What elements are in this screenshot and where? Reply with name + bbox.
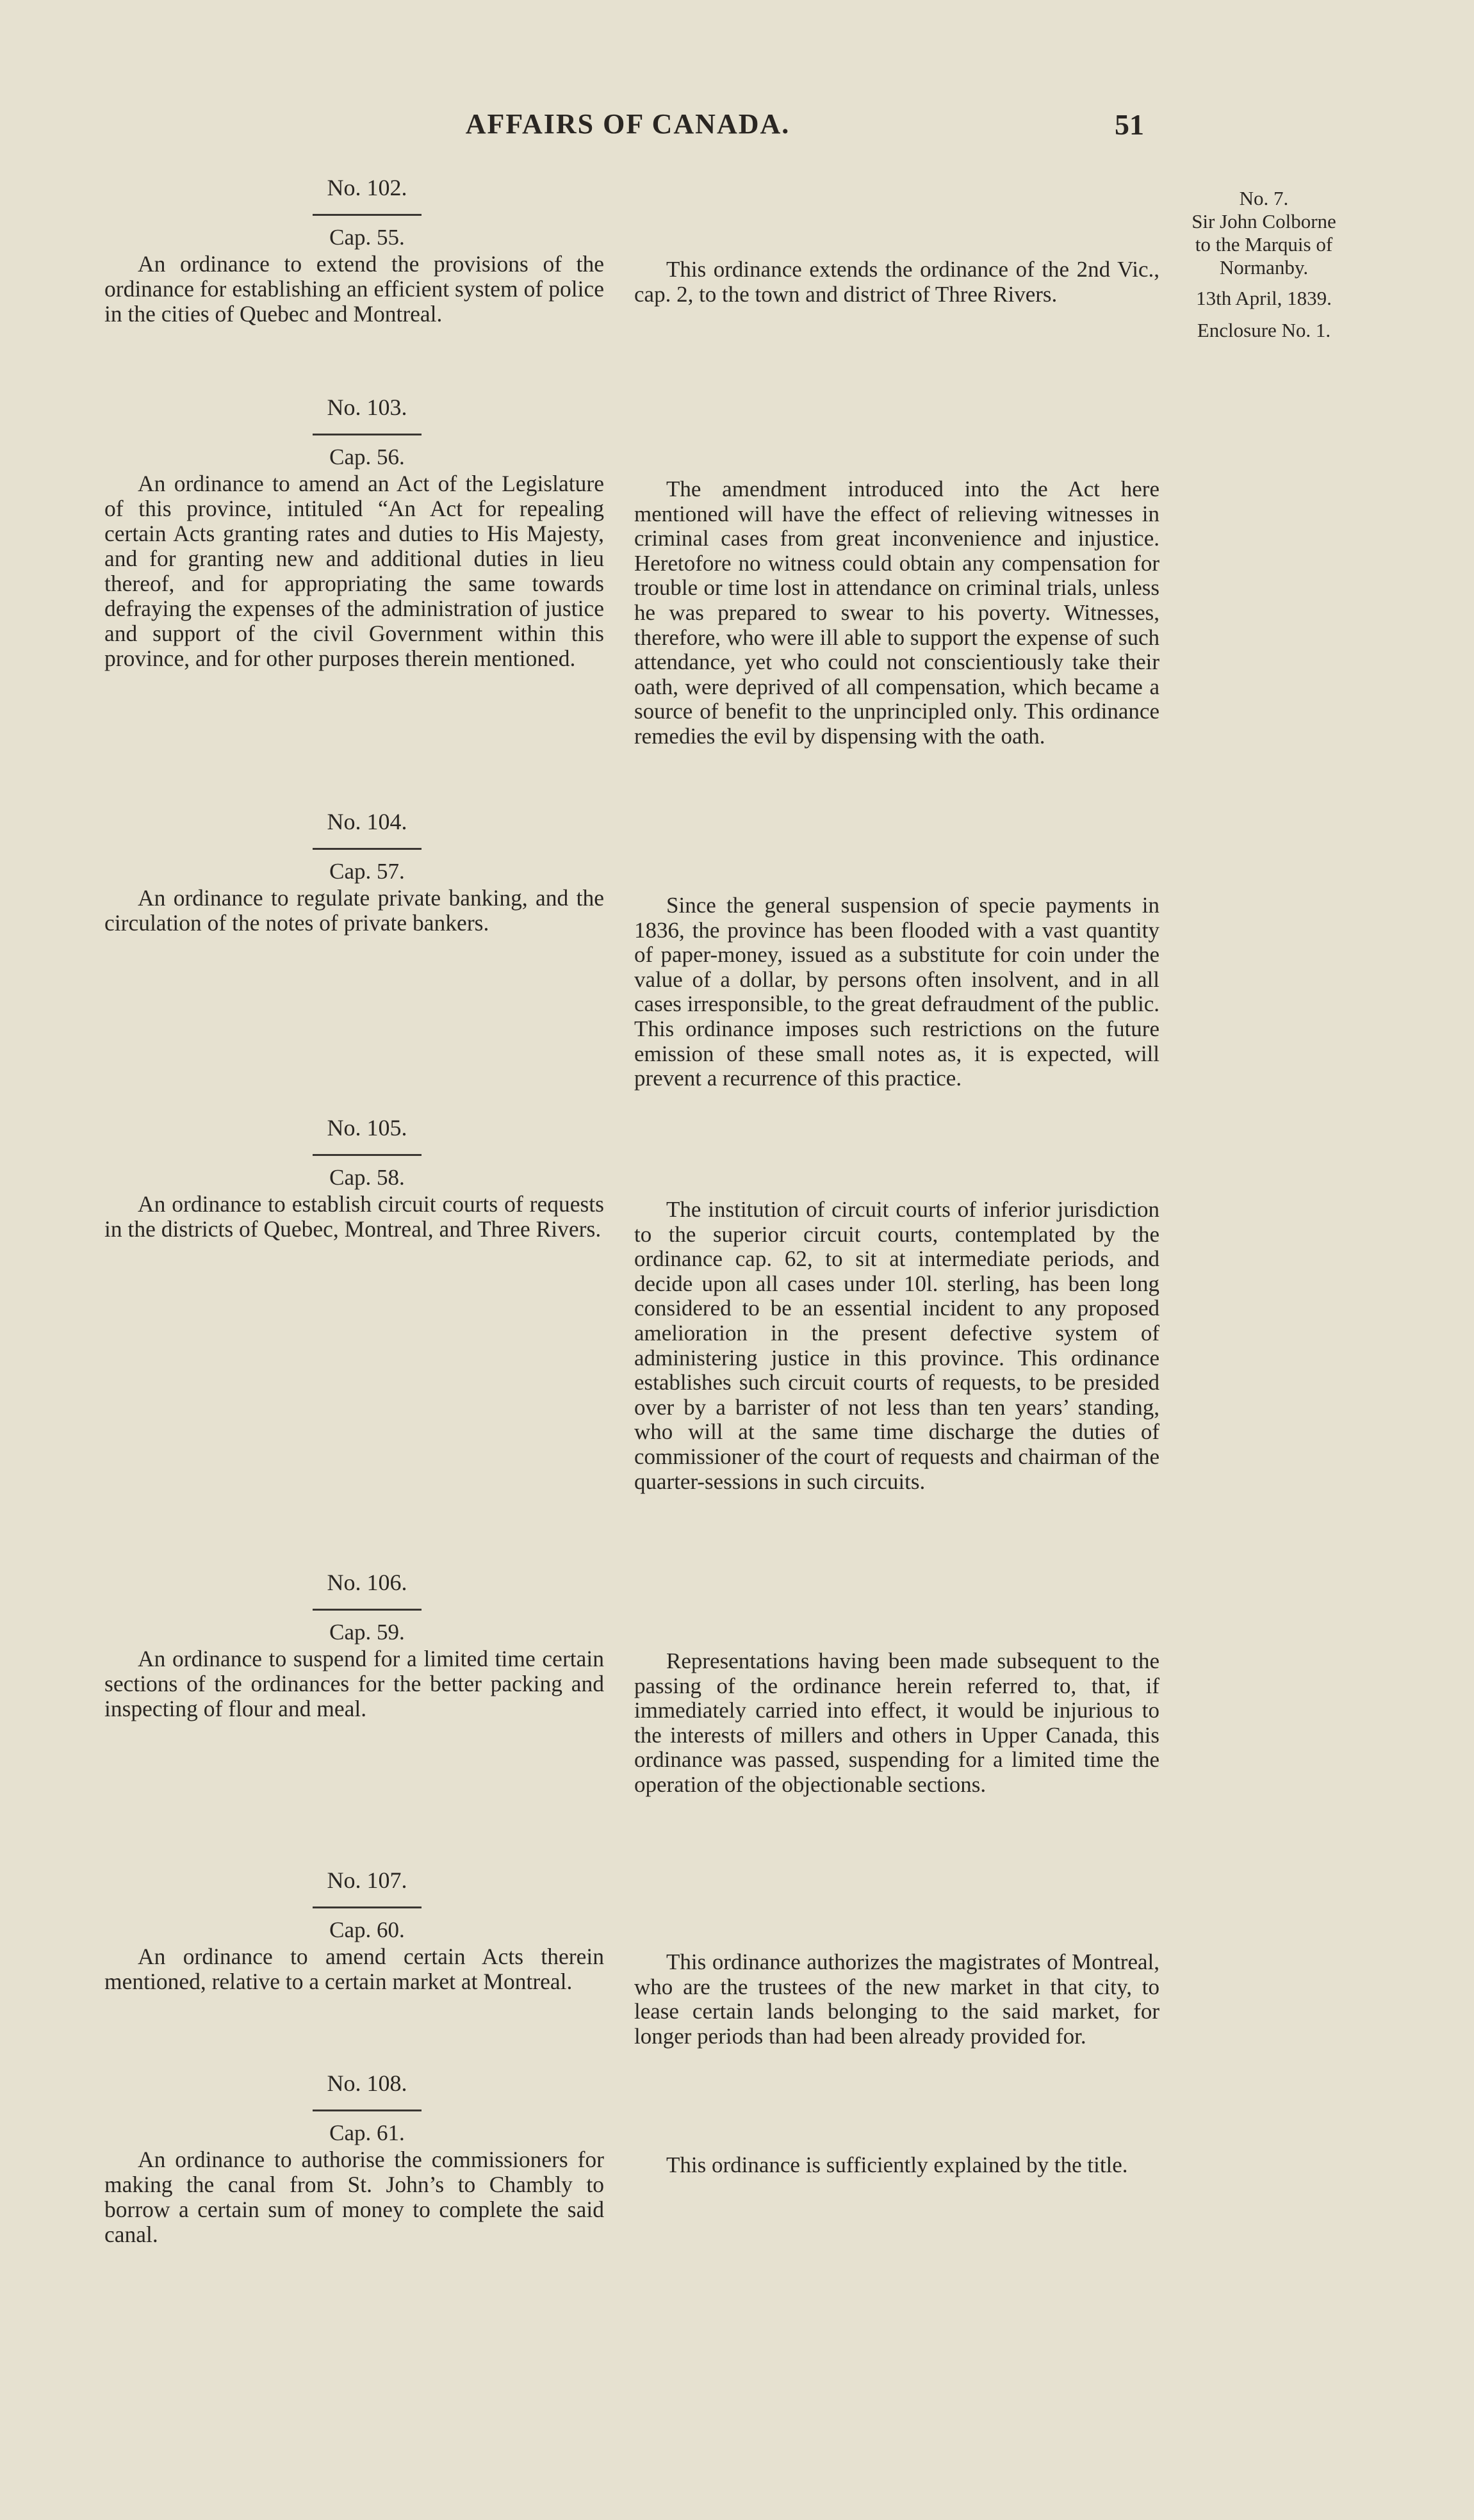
commentary-107 [634,1950,1159,2049]
divider-rule [313,214,422,216]
divider-rule [313,1154,422,1156]
margin-note-enclosure: Enclosure No. 1. [1197,319,1331,341]
divider-rule [313,1906,422,1908]
ordinance-number: No. 104. [327,809,407,834]
ordinance-title: An ordinance to establish circuit courts of requests in the districts of Quebec, Montreal, and Three Rivers. [104,1191,604,1242]
ordinance-entry-107 [104,1867,604,1994]
ordinance-title: An ordinance to extend the provisions of the ordinance for establishing an efficient system of police in the cities of Quebec and Montreal. [104,251,604,327]
commentary-text: Representations having been made subsequent to the passing of the ordinance herein referred to, that, if immediately carried into effect, it would be injurious to the interests of millers and others in Upper Canada, this ordinance was passed, suspending for a limited time the operation of the objectionable sections. [634,1648,1159,1797]
commentary-103 [634,477,1159,749]
commentary-text: This ordinance authorizes the magistrates of Montreal, who are the trustees of the new market in that city, to lease certain lands belonging to the said market, for longer periods than had been already provided for. [634,1949,1159,2049]
ordinance-title: An ordinance to amend certain Acts therein mentioned, relative to a certain market at Montreal. [104,1944,604,1994]
divider-rule [313,2109,422,2111]
margin-note-date: 13th April, 1839. [1196,287,1332,309]
ordinance-entry-108 [104,2070,604,2247]
margin-note-number: No. 7. [1239,187,1289,209]
margin-note-line-3: Normanby. [1219,256,1309,279]
ordinance-title: An ordinance to suspend for a limited time certain sections of the ordinances for the better packing and inspecting of flour and meal. [104,1646,604,1721]
divider-rule [313,434,422,435]
ordinance-entry-102 [104,174,604,327]
margin-note-line-1: Sir John Colborne [1191,210,1336,232]
divider-rule [313,848,422,850]
ordinance-title: An ordinance to regulate private banking, and the circulation of the notes of private bankers. [104,885,604,936]
commentary-text: This ordinance extends the ordinance of the 2nd Vic., cap. 2, to the town and district of Three Rivers. [634,257,1159,307]
commentary-text: Since the general suspension of specie payments in 1836, the province has been flooded with a vast quantity of paper-money, issued as a substitute for coin under the value of a dollar, by persons often insolvent, and in all cases irresponsible, to the great defraudment of the public. This ordinance imposes such restrictions on the future emission of these small notes as, it is expected, will prevent a recurrence of this practice. [634,893,1159,1091]
ordinance-title: An ordinance to authorise the commissioners for making the canal from St. John’s to Chambly to borrow a certain sum of money to complete the said canal. [104,2147,604,2247]
commentary-105 [634,1198,1159,1494]
ordinance-number: No. 105. [327,1115,407,1141]
chapter-number: Cap. 57. [329,859,405,884]
ordinance-title: An ordinance to amend an Act of the Legislature of this province, intituled “An Act for repealing certain Acts granting rates and duties to His Majesty, and for granting new and additional duties in lieu thereof, and for appropriating the same towards defraying the expenses of the administration of justice and support of the civil Government within this province, and for other purposes therein mentioned. [104,471,604,671]
commentary-102 [634,257,1159,307]
ordinance-entry-103 [104,394,604,671]
ordinance-entry-106 [104,1569,604,1721]
chapter-number: Cap. 58. [329,1165,405,1190]
chapter-number: Cap. 55. [329,225,405,250]
commentary-106 [634,1649,1159,1798]
chapter-number: Cap. 61. [329,2120,405,2145]
ordinance-number: No. 107. [327,1867,407,1893]
ordinance-number: No. 103. [327,394,407,420]
commentary-104 [634,893,1159,1091]
ordinance-number: No. 102. [327,175,407,200]
chapter-number: Cap. 59. [329,1620,405,1645]
commentary-108 [634,2153,1159,2178]
commentary-text: The amendment introduced into the Act here mentioned will have the effect of relieving witnesses in criminal cases from great inconvenience and injustice. Heretofore no witness could obtain any compensation for trouble or time lost in attendance on criminal trials, unless he was prepared to swear to his poverty. Witnesses, therefore, who were ill able to support the expense of such attendance, yet who could not conscientiously take their oath, were deprived of all compensation, which became a source of benefit to the unprincipled only. This ordinance remedies the evil by dispensing with the oath. [634,476,1159,749]
commentary-text: The institution of circuit courts of inferior jurisdiction to the superior circuit courts, contemplated by the ordinance cap. 62, to sit at intermediate periods, and decide upon all cases under 10l. sterling, has been long considered to be an essential incident to any proposed amelioration in the present defective system of administering justice in this province. This ordinance establishes such circuit courts of requests, to be presided over by a barrister of not less than ten years’ standing, who will at the same time discharge the duties of commissioner of the court of requests and chairman of the quarter-sessions in such circuits. [634,1197,1159,1494]
chapter-number: Cap. 56. [329,444,405,469]
divider-rule [313,1609,422,1611]
commentary-text: This ordinance is sufficiently explained by the title. [666,2152,1128,2177]
chapter-number: Cap. 60. [329,1917,405,1942]
margin-note [1165,187,1363,342]
ordinance-number: No. 108. [327,2070,407,2096]
running-header-title: AFFAIRS OF CANADA. [465,108,790,140]
ordinance-entry-105 [104,1114,604,1242]
page-number: 51 [1115,108,1144,141]
ordinance-entry-104 [104,808,604,936]
ordinance-number: No. 106. [327,1570,407,1595]
margin-note-line-2: to the Marquis of [1195,233,1333,256]
